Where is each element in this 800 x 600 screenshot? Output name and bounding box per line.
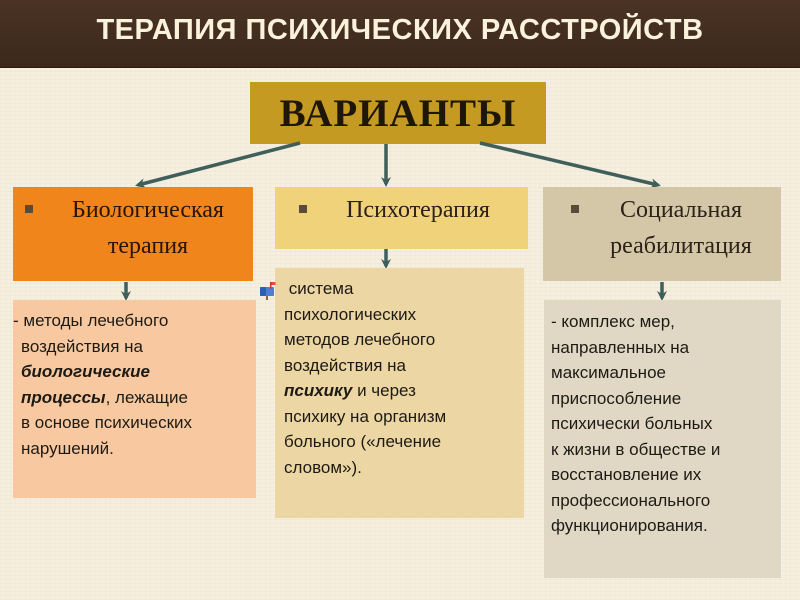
desc-soc-line: восстановление их — [551, 465, 702, 484]
desc-psy-line: система — [284, 279, 354, 298]
mailbox-icon — [258, 280, 278, 300]
desc-soc-line: направленных на — [551, 337, 690, 357]
desc-bio-line: в основе психических — [21, 413, 193, 432]
category-soc-line2: реабилитация — [610, 233, 752, 259]
desc-bio-line: нарушений. — [21, 438, 114, 458]
desc-bio-line: воздействия на — [21, 336, 143, 356]
desc-psy-line: методов лечебного — [284, 330, 436, 349]
desc-psy-line: больного («лечение — [284, 432, 442, 451]
category-psy — [275, 187, 528, 249]
description-bio — [13, 300, 256, 498]
category-bio — [13, 187, 253, 281]
desc-soc-line: профессионального — [551, 490, 711, 510]
bullet-square-icon — [25, 205, 33, 213]
desc-psy-line: воздействия на — [284, 355, 406, 375]
desc-bio-line: , лежащие — [105, 387, 188, 407]
desc-bio-line: - методы лечебного — [13, 311, 169, 330]
desc-psy-line: психологических — [284, 304, 417, 324]
description-psy — [275, 268, 524, 518]
desc-soc-line: максимальное — [551, 363, 666, 382]
desc-psy-line: и через — [352, 381, 416, 400]
desc-soc-line: функционирования. — [551, 516, 708, 535]
category-bio-line2: терапия — [107, 233, 189, 259]
desc-psy-line: психику на организм — [284, 406, 447, 426]
desc-soc-line: - комплекс мер, — [551, 312, 675, 331]
category-soc — [543, 187, 781, 281]
bullet-square-icon — [571, 205, 579, 213]
root-label: ВАРИАНТЫ — [279, 91, 517, 135]
category-bio-line1: Биологическая — [72, 197, 224, 223]
description-soc — [544, 300, 781, 578]
desc-psy-emphasis: психику — [284, 381, 353, 400]
desc-bio-emphasis: биологические — [21, 362, 150, 381]
slide-title: ТЕРАПИЯ ПСИХИЧЕСКИХ РАССТРОЙСТВ — [96, 14, 704, 46]
bullet-square-icon — [299, 205, 307, 213]
arrow-to-soc — [480, 143, 658, 185]
desc-psy-line: словом»). — [284, 457, 362, 477]
category-psy-line1: Психотерапия — [346, 197, 490, 223]
desc-soc-line: приспособление — [551, 388, 682, 408]
desc-soc-line: психически больных — [551, 414, 713, 433]
desc-soc-line: к жизни в обществе и — [551, 439, 721, 459]
category-soc-line1: Социальная — [619, 197, 742, 223]
desc-bio-emphasis: процессы — [21, 387, 106, 407]
arrow-to-bio — [138, 143, 300, 185]
